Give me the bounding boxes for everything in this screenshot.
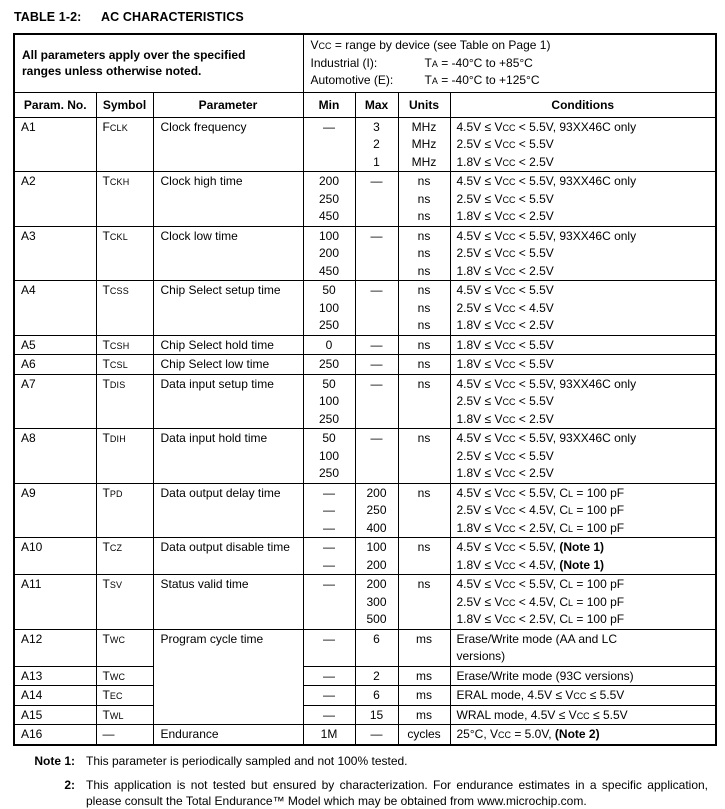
table-row [14,335,716,355]
conditions-cell: Erase/Write mode (AA and LC versions) [450,629,716,666]
min-cell: — — — [303,483,355,538]
min-cell: — [303,686,355,706]
units-cell: ns [398,483,450,538]
min-cell: — [303,666,355,686]
max-cell: 200 250 400 [355,483,398,538]
col-header-conditions: Conditions [450,92,716,117]
units-cell: ns [398,355,450,375]
max-cell: — [355,374,398,429]
conditions-cell: 1.8V ≤ VCC < 5.5V [450,335,716,355]
parameter-cell: Data input hold time [153,429,303,484]
min-cell: 250 [303,355,355,375]
param-no-cell: A11 [14,575,96,630]
table-row [14,666,716,686]
symbol-cell: TCZ [96,538,153,575]
conditions-cell: 4.5V ≤ VCC < 5.5V, 93XX46C only 2.5V ≤ VCC < 5.5V 1.8V ≤ VCC < 2.5V [450,374,716,429]
table-title [14,10,725,24]
symbol-cell: — [96,725,153,745]
min-cell: 50 100 250 [303,429,355,484]
conditions-cell: 4.5V ≤ VCC < 5.5V, 93XX46C only 2.5V ≤ VCC < 5.5V 1.8V ≤ VCC < 2.5V [450,117,716,172]
ac-characteristics-table [13,33,717,746]
param-no-cell: A1 [14,117,96,172]
conditions-cell: Erase/Write mode (93C versions) [450,666,716,686]
table-row [14,629,716,666]
units-cell: ms [398,666,450,686]
max-cell: 3 2 1 [355,117,398,172]
units-cell: ns [398,429,450,484]
max-cell: 2 [355,666,398,686]
conditions-cell: 4.5V ≤ VCC < 5.5V, 93XX46C only 2.5V ≤ VCC < 5.5V 1.8V ≤ VCC < 2.5V [450,226,716,281]
table-row [14,281,716,336]
note [13,778,725,809]
info-line: VCC = range by device (see Table on Page 1) [311,37,710,55]
units-cell: ms [398,629,450,666]
info-right-cell [303,34,716,92]
units-cell: ns ns ns [398,172,450,227]
max-cell: — [355,172,398,227]
param-no-cell: A5 [14,335,96,355]
table-row [14,172,716,227]
table-row [14,483,716,538]
units-cell: ns [398,335,450,355]
table-heading: AC CHARACTERISTICS [101,10,244,24]
parameter-cell: Chip Select setup time [153,281,303,336]
units-cell: ns ns ns [398,226,450,281]
min-cell: — — [303,538,355,575]
max-cell: 6 [355,629,398,666]
conditions-cell: WRAL mode, 4.5V ≤ VCC ≤ 5.5V [450,705,716,725]
col-header-param-no: Param. No. [14,92,96,117]
max-cell: — [355,725,398,745]
param-no-cell: A3 [14,226,96,281]
symbol-cell: TWL [96,705,153,725]
info-left-cell: All parameters apply over the specified ranges unless otherwise noted. [14,34,303,92]
min-cell: 0 [303,335,355,355]
param-no-cell: A6 [14,355,96,375]
parameter-cell: Program cycle time [153,629,303,725]
param-no-cell: A8 [14,429,96,484]
symbol-cell: TEC [96,686,153,706]
table-row [14,355,716,375]
table-row [14,575,716,630]
conditions-cell: 25°C, VCC = 5.0V, (Note 2) [450,725,716,745]
parameter-cell: Data output disable time [153,538,303,575]
symbol-cell: TWC [96,666,153,686]
param-no-cell: A15 [14,705,96,725]
conditions-cell: 4.5V ≤ VCC < 5.5V, (Note 1) 1.8V ≤ VCC < 4.5V, (Note 1) [450,538,716,575]
min-cell: — [303,629,355,666]
note-label: Note 1: [13,754,75,770]
note [13,754,725,770]
table-row [14,725,716,745]
min-cell: 50 100 250 [303,281,355,336]
conditions-cell: 4.5V ≤ VCC < 5.5V, CL = 100 pF 2.5V ≤ VCC < 4.5V, CL = 100 pF 1.8V ≤ VCC < 2.5V, CL = 100 pF [450,575,716,630]
units-cell: ms [398,705,450,725]
units-cell: ms [398,686,450,706]
param-no-cell: A13 [14,666,96,686]
units-cell: ns ns ns [398,281,450,336]
param-no-cell: A14 [14,686,96,706]
units-cell: ns [398,575,450,630]
param-no-cell: A10 [14,538,96,575]
table-row [14,226,716,281]
info-row [14,34,716,92]
max-cell: 200 300 500 [355,575,398,630]
param-no-cell: A2 [14,172,96,227]
parameter-cell: Chip Select low time [153,355,303,375]
max-cell: — [355,429,398,484]
info-line: Automotive (E): TA = -40°C to +125°C [311,72,710,90]
conditions-cell: 4.5V ≤ VCC < 5.5V, 93XX46C only 2.5V ≤ VCC < 5.5V 1.8V ≤ VCC < 2.5V [450,429,716,484]
max-cell: — [355,226,398,281]
units-cell: ns [398,538,450,575]
conditions-cell: 4.5V ≤ VCC < 5.5V, CL = 100 pF 2.5V ≤ VCC < 4.5V, CL = 100 pF 1.8V ≤ VCC < 2.5V, CL = 100 pF [450,483,716,538]
note-text: This parameter is periodically sampled and not 100% tested. [86,754,708,770]
max-cell: — [355,335,398,355]
parameter-cell: Clock low time [153,226,303,281]
symbol-cell: TPD [96,483,153,538]
min-cell: — [303,705,355,725]
symbol-cell: TCKH [96,172,153,227]
table-row [14,705,716,725]
min-cell: — [303,575,355,630]
symbol-cell: FCLK [96,117,153,172]
col-header-units: Units [398,92,450,117]
col-header-parameter: Parameter [153,92,303,117]
param-no-cell: A9 [14,483,96,538]
notes-section [13,754,725,809]
col-header-max: Max [355,92,398,117]
min-cell: — [303,117,355,172]
note-text: This application is not tested but ensured by characterization. For endurance estimates in a specific application, please consult the Total Endurance™ Model which may be obtained from www.microchip.com. [86,778,708,809]
conditions-cell: 4.5V ≤ VCC < 5.5V 2.5V ≤ VCC < 4.5V 1.8V ≤ VCC < 2.5V [450,281,716,336]
min-cell: 50 100 250 [303,374,355,429]
parameter-cell: Data input setup time [153,374,303,429]
units-cell: ns [398,374,450,429]
table-number: TABLE 1-2: [14,10,101,24]
max-cell: — [355,281,398,336]
units-cell: cycles [398,725,450,745]
table-row [14,538,716,575]
symbol-cell: TSV [96,575,153,630]
symbol-cell: TCSL [96,355,153,375]
min-cell: 100 200 450 [303,226,355,281]
min-cell: 200 250 450 [303,172,355,227]
parameter-cell: Endurance [153,725,303,745]
col-header-min: Min [303,92,355,117]
max-cell: 6 [355,686,398,706]
parameter-cell: Status valid time [153,575,303,630]
param-no-cell: A4 [14,281,96,336]
symbol-cell: TCSH [96,335,153,355]
param-no-cell: A7 [14,374,96,429]
symbol-cell: TDIH [96,429,153,484]
table-row [14,429,716,484]
parameter-cell: Data output delay time [153,483,303,538]
table-row [14,686,716,706]
conditions-cell: 1.8V ≤ VCC < 5.5V [450,355,716,375]
col-header-symbol: Symbol [96,92,153,117]
max-cell: 15 [355,705,398,725]
max-cell: 100 200 [355,538,398,575]
parameter-cell: Clock high time [153,172,303,227]
symbol-cell: TWC [96,629,153,666]
symbol-cell: TDIS [96,374,153,429]
max-cell: — [355,355,398,375]
table-row [14,374,716,429]
symbol-cell: TCSS [96,281,153,336]
param-no-cell: A12 [14,629,96,666]
info-line: Industrial (I): TA = -40°C to +85°C [311,55,710,73]
note-label: 2: [13,778,75,809]
header-row [14,92,716,117]
min-cell: 1M [303,725,355,745]
parameter-cell: Clock frequency [153,117,303,172]
symbol-cell: TCKL [96,226,153,281]
table-row [14,117,716,172]
conditions-cell: ERAL mode, 4.5V ≤ VCC ≤ 5.5V [450,686,716,706]
conditions-cell: 4.5V ≤ VCC < 5.5V, 93XX46C only 2.5V ≤ VCC < 5.5V 1.8V ≤ VCC < 2.5V [450,172,716,227]
parameter-cell: Chip Select hold time [153,335,303,355]
units-cell: MHz MHz MHz [398,117,450,172]
param-no-cell: A16 [14,725,96,745]
